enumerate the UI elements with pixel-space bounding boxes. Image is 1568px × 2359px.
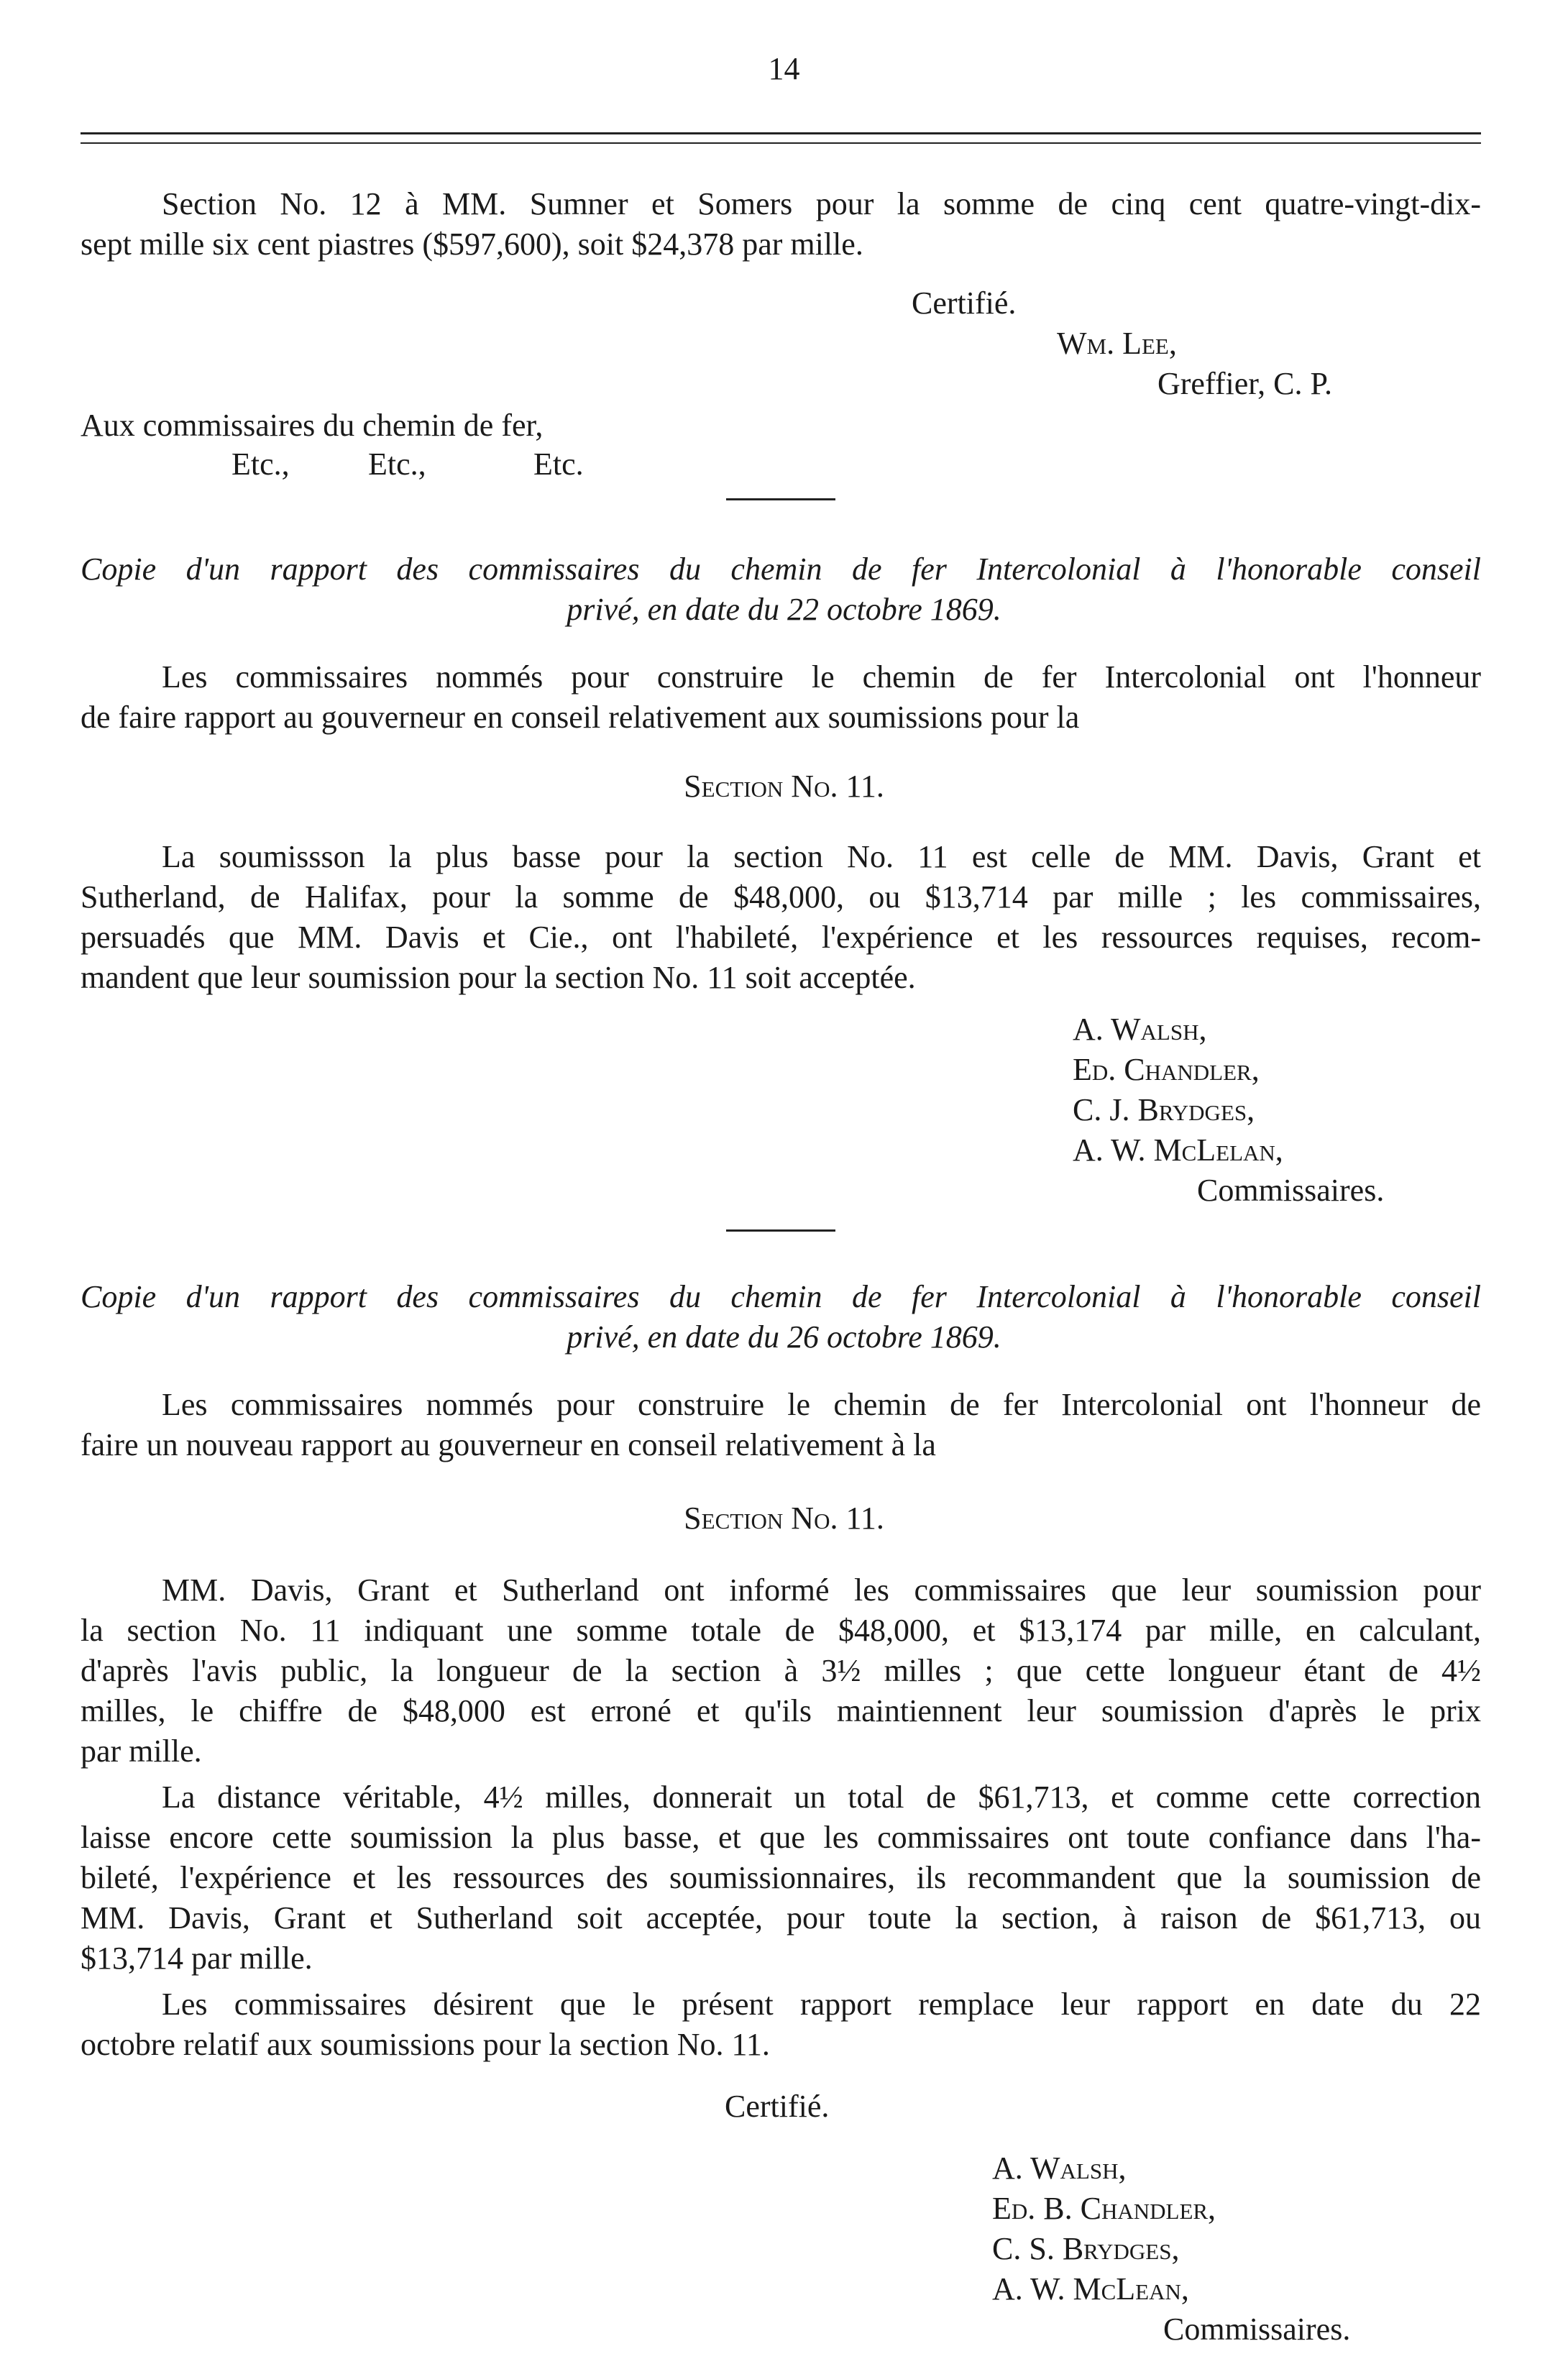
certifie-label: Certifié.	[912, 285, 1017, 321]
signature: A. Walsh,	[992, 2150, 1127, 2186]
paragraph-line: La soumissson la plus basse pour la section No. 11 est celle de MM. Davis, Grant et	[162, 839, 1481, 874]
section-title: Section No. 11.	[684, 1501, 884, 1536]
paragraph-line: Les commissaires nommés pour construire le chemin de fer Intercolonial ont l'honneur de	[162, 1387, 1481, 1422]
paragraph-line: mandent que leur soumission pour la section No. 11 soit acceptée.	[81, 960, 916, 995]
signature: A. Walsh,	[1073, 1012, 1207, 1047]
paragraph-line: Sutherland, de Halifax, pour la somme de $48,000, ou $13,714 par mille ; les commissaires,	[81, 879, 1481, 915]
etc-3: Etc.	[533, 446, 584, 482]
signature: A. W. McLean,	[992, 2271, 1189, 2307]
report-heading: Copie d'un rapport des commissaires du chemin de fer Intercolonial à l'honorable conseil	[81, 551, 1481, 587]
signature: C. S. Brydges,	[992, 2231, 1180, 2266]
paragraph-line: faire un nouveau rapport au gouverneur en conseil relativement à la	[81, 1427, 936, 1462]
etc-1: Etc.,	[231, 446, 290, 482]
paragraph-line: MM. Davis, Grant et Sutherland ont informé les commissaires que leur soumission pour	[162, 1572, 1481, 1608]
header-rule	[81, 132, 1481, 134]
address-line: Aux commissaires du chemin de fer,	[81, 408, 544, 443]
paragraph-line: $13,714 par mille.	[81, 1941, 313, 1976]
signature: A. W. McLelan,	[1073, 1132, 1283, 1168]
section-separator	[726, 1229, 835, 1232]
signature: C. J. Brydges,	[1073, 1092, 1255, 1127]
signer-title: Greffier, C. P.	[1157, 366, 1333, 401]
signatures-title: Commissaires.	[1197, 1173, 1385, 1208]
signature: Ed. Chandler,	[1073, 1052, 1260, 1087]
paragraph-line: la section No. 11 indiquant une somme totale de $48,000, et $13,174 par mille, en calculant,	[81, 1613, 1481, 1648]
paragraph-line: Les commissaires nommés pour construire le chemin de fer Intercolonial ont l'honneur	[162, 659, 1481, 695]
paragraph-line: persuadés que MM. Davis et Cie., ont l'habileté, l'expérience et les ressources requises, recom-	[81, 920, 1481, 955]
paragraph-line: bileté, l'expérience et les ressources des soumissionnaires, ils recommandent que la soumission de	[81, 1860, 1481, 1895]
section-title: Section No. 11.	[684, 769, 884, 804]
paragraph-line: MM. Davis, Grant et Sutherland soit acceptée, pour toute la section, à raison de $61,713, ou	[81, 1900, 1481, 1936]
signer-name: Wm. Lee,	[1057, 326, 1177, 361]
paragraph-line: milles, le chiffre de $48,000 est erroné et qu'ils maintiennent leur soumission d'après le prix	[81, 1693, 1481, 1728]
paragraph-line: de faire rapport au gouverneur en conseil relativement aux soumissions pour la	[81, 700, 1080, 735]
page-number: 14	[768, 51, 800, 86]
paragraph-line: Section No. 12 à MM. Sumner et Somers pour la somme de cinq cent quatre-vingt-dix-	[162, 186, 1481, 221]
signatures-title: Commissaires.	[1163, 2312, 1351, 2347]
paragraph-line: laisse encore cette soumission la plus basse, et que les commissaires ont toute confiance dans l'ha-	[81, 1820, 1481, 1855]
header-rule-thin	[81, 142, 1481, 144]
section-separator	[726, 498, 835, 500]
paragraph-line: octobre relatif aux soumissions pour la section No. 11.	[81, 2027, 770, 2062]
paragraph-line: La distance véritable, 4½ milles, donnerait un total de $61,713, et comme cette correction	[162, 1779, 1481, 1815]
certifie-label: Certifié.	[725, 2089, 830, 2124]
paragraph-line: par mille.	[81, 1733, 202, 1769]
signature: Ed. B. Chandler,	[992, 2191, 1216, 2226]
report-heading-date: privé, en date du 26 octobre 1869.	[567, 1319, 1001, 1355]
report-heading-date: privé, en date du 22 octobre 1869.	[567, 592, 1001, 627]
paragraph-line: Les commissaires désirent que le présent rapport remplace leur rapport en date du 22	[162, 1987, 1481, 2022]
paragraph-line: sept mille six cent piastres ($597,600), soit $24,378 par mille.	[81, 226, 863, 262]
etc-2: Etc.,	[368, 446, 426, 482]
report-heading: Copie d'un rapport des commissaires du chemin de fer Intercolonial à l'honorable conseil	[81, 1279, 1481, 1314]
paragraph-line: d'après l'avis public, la longueur de la section à 3½ milles ; que cette longueur étant de 4½	[81, 1653, 1481, 1688]
